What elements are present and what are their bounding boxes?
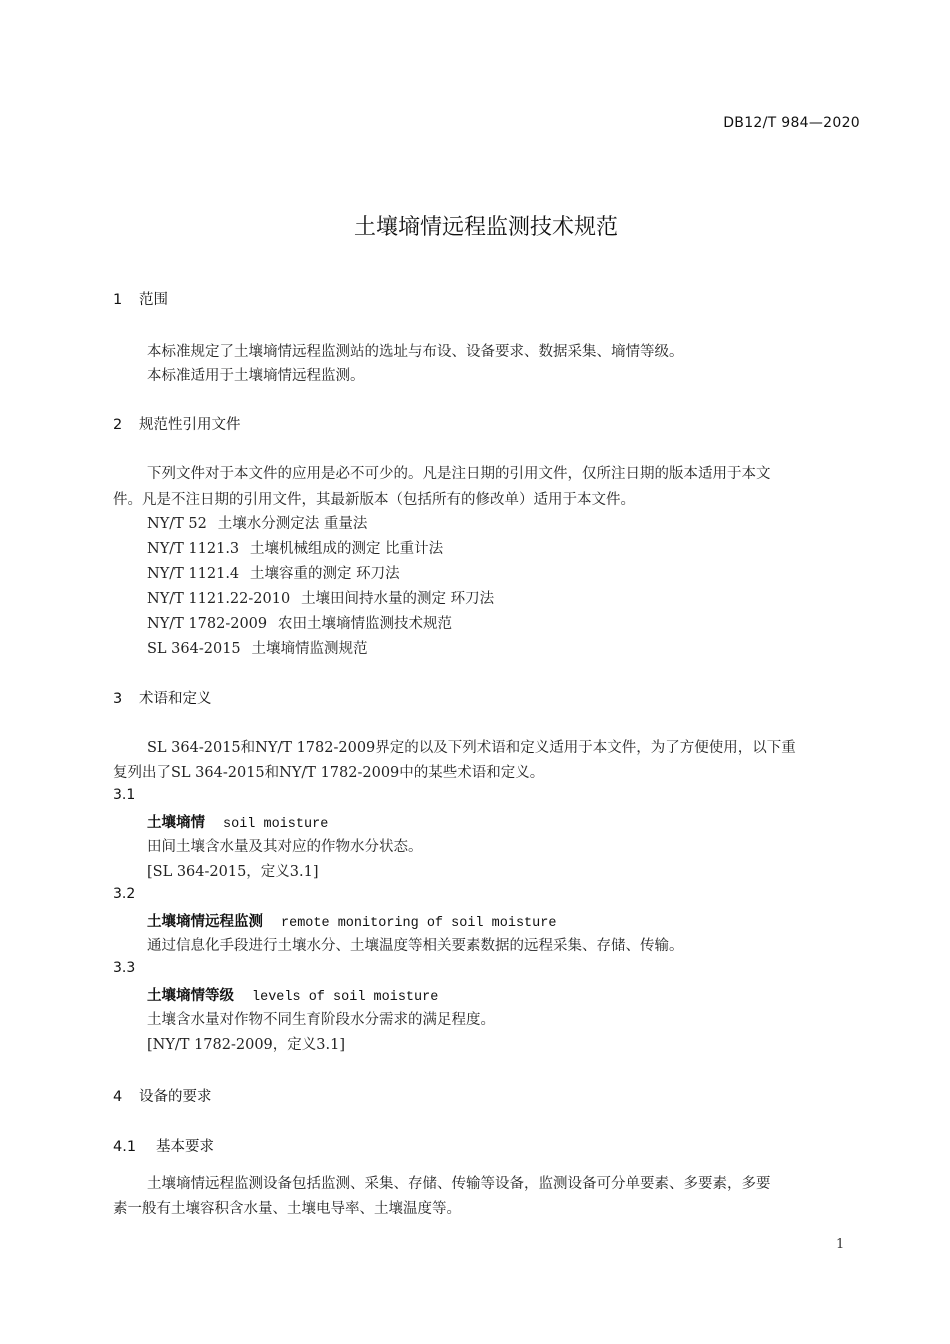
term-chinese: 土壤墒情等级 xyxy=(147,988,234,1004)
term-definition: 通过信息化手段进行土壤水分、土壤温度等相关要素数据的远程采集、存储、传输。 xyxy=(147,938,684,954)
section-title: 设备的要求 xyxy=(139,1089,212,1105)
subsection-4-1-heading xyxy=(113,1135,214,1156)
term-heading xyxy=(147,984,438,1005)
term-definition: 田间土壤含水量及其对应的作物水分状态。 xyxy=(147,839,423,855)
reference-item xyxy=(147,562,400,583)
term-heading xyxy=(147,811,328,832)
section-3-heading xyxy=(113,687,212,708)
document-title: 土壤墒情远程监测技术规范 xyxy=(353,215,618,240)
paragraph: 素一般有土壤容积含水量、土壤电导率、土壤温度等。 xyxy=(113,1201,461,1217)
section-title: 术语和定义 xyxy=(139,691,212,707)
section-1-heading xyxy=(113,288,168,309)
document-number: DB12/T 984—2020 xyxy=(723,115,860,131)
reference-item xyxy=(147,587,494,608)
page-number: 1 xyxy=(836,1237,845,1252)
paragraph: 土壤墒情远程监测设备包括监测、采集、存储、传输等设备，监测设备可分单要素、多要素，多要 xyxy=(147,1176,771,1192)
reference-name: 土壤容重的测定 环刀法 xyxy=(250,566,400,582)
term-number: 3.3 xyxy=(113,960,136,976)
paragraph: 下列文件对于本文件的应用是必不可少的。凡是注日期的引用文件，仅所注日期的版本适用于本文 xyxy=(147,466,771,482)
term-number: 3.1 xyxy=(113,787,136,803)
term-definition: 土壤含水量对作物不同生育阶段水分需求的满足程度。 xyxy=(147,1012,495,1028)
term-heading xyxy=(147,910,556,931)
term-source: [SL 364-2015，定义3.1] xyxy=(147,864,319,880)
term-chinese: 土壤墒情 xyxy=(147,815,205,831)
reference-code: NY/T 1121.4 xyxy=(147,566,240,582)
subsection-number: 4.1 xyxy=(113,1139,137,1155)
term-english: levels of soil moisture xyxy=(252,990,439,1005)
reference-code: SL 364-2015 xyxy=(147,641,241,657)
paragraph: 本标准适用于土壤墒情远程监测。 xyxy=(147,368,365,384)
reference-code: NY/T 1782-2009 xyxy=(147,616,268,632)
paragraph: 本标准规定了土壤墒情远程监测站的选址与布设、设备要求、数据采集、墒情等级。 xyxy=(147,344,684,360)
term-source: [NY/T 1782-2009，定义3.1] xyxy=(147,1037,346,1053)
reference-name: 土壤墒情监测规范 xyxy=(251,641,368,657)
section-number: 1 xyxy=(113,292,123,308)
subsection-title: 基本要求 xyxy=(156,1139,214,1155)
reference-code: NY/T 1121.3 xyxy=(147,541,240,557)
reference-code: NY/T 1121.22-2010 xyxy=(147,591,291,607)
section-4-heading xyxy=(113,1085,212,1106)
section-title: 规范性引用文件 xyxy=(139,417,241,433)
section-number: 3 xyxy=(113,691,123,707)
paragraph: 复列出了SL 364-2015和NY/T 1782-2009中的某些术语和定义。 xyxy=(113,765,545,781)
term-chinese: 土壤墒情远程监测 xyxy=(147,914,263,930)
reference-name: 土壤田间持水量的测定 环刀法 xyxy=(301,591,495,607)
term-english: soil moisture xyxy=(223,817,329,832)
section-2-heading xyxy=(113,413,241,434)
section-title: 范围 xyxy=(139,292,168,308)
reference-item xyxy=(147,612,452,633)
reference-name: 土壤机械组成的测定 比重计法 xyxy=(250,541,444,557)
reference-name: 土壤水分测定法 重量法 xyxy=(217,516,368,532)
section-number: 4 xyxy=(113,1089,123,1105)
reference-name: 农田土壤墒情监测技术规范 xyxy=(278,616,453,632)
reference-code: NY/T 52 xyxy=(147,516,207,532)
reference-item xyxy=(147,637,368,658)
reference-item xyxy=(147,512,367,533)
term-english: remote monitoring of soil moisture xyxy=(281,916,557,931)
paragraph: 件。凡是不注日期的引用文件，其最新版本（包括所有的修改单）适用于本文件。 xyxy=(113,492,635,508)
term-number: 3.2 xyxy=(113,886,136,902)
reference-item xyxy=(147,537,443,558)
section-number: 2 xyxy=(113,417,123,433)
paragraph: SL 364-2015和NY/T 1782-2009界定的以及下列术语和定义适用于本文件，为了方便使用，以下重 xyxy=(147,740,796,756)
